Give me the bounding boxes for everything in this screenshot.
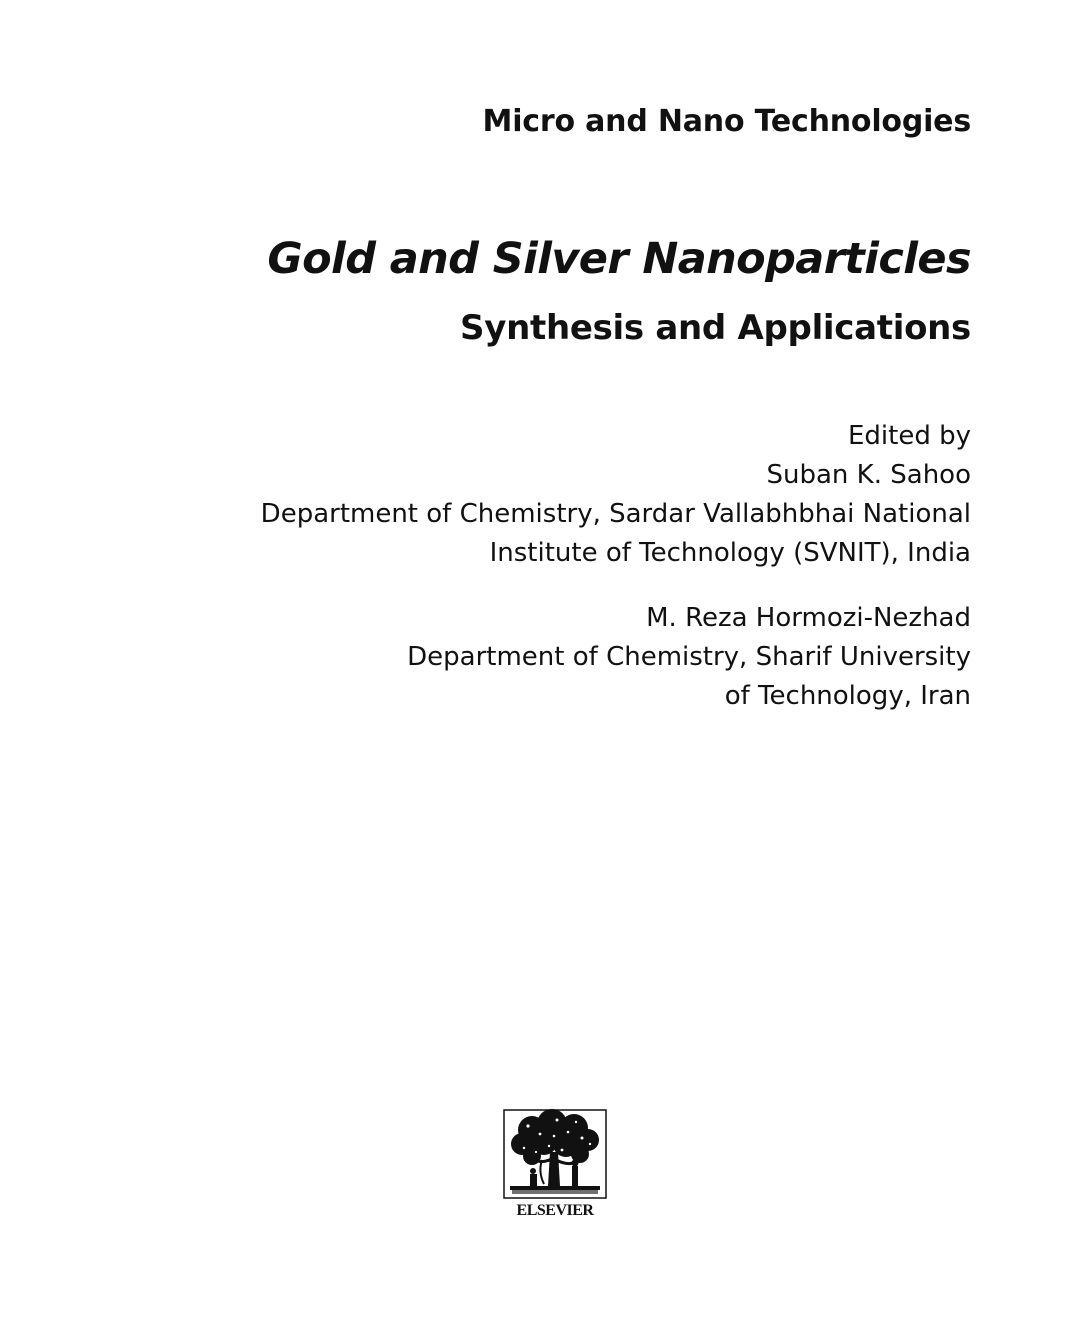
series-title: Micro and Nano Technologies: [482, 104, 971, 139]
editor-affiliation: Department of Chemistry, Sharif University: [407, 642, 971, 672]
book-subtitle: Synthesis and Applications: [460, 308, 971, 348]
editor-affiliation: Institute of Technology (SVNIT), India: [489, 538, 971, 568]
editor-affiliation: Department of Chemistry, Sardar Vallabhbhai National: [260, 499, 971, 529]
elsevier-tree-logo-icon: [502, 1108, 608, 1200]
publisher-logo: [502, 1108, 608, 1226]
edited-by-label: Edited by: [847, 421, 971, 451]
editor-affiliation: of Technology, Iran: [724, 681, 971, 711]
publisher-name: ELSEVIER: [516, 1202, 594, 1219]
editor-name: Suban K. Sahoo: [766, 460, 971, 490]
editor-name: M. Reza Hormozi-Nezhad: [646, 603, 971, 633]
book-title: Gold and Silver Nanoparticles: [267, 234, 971, 284]
